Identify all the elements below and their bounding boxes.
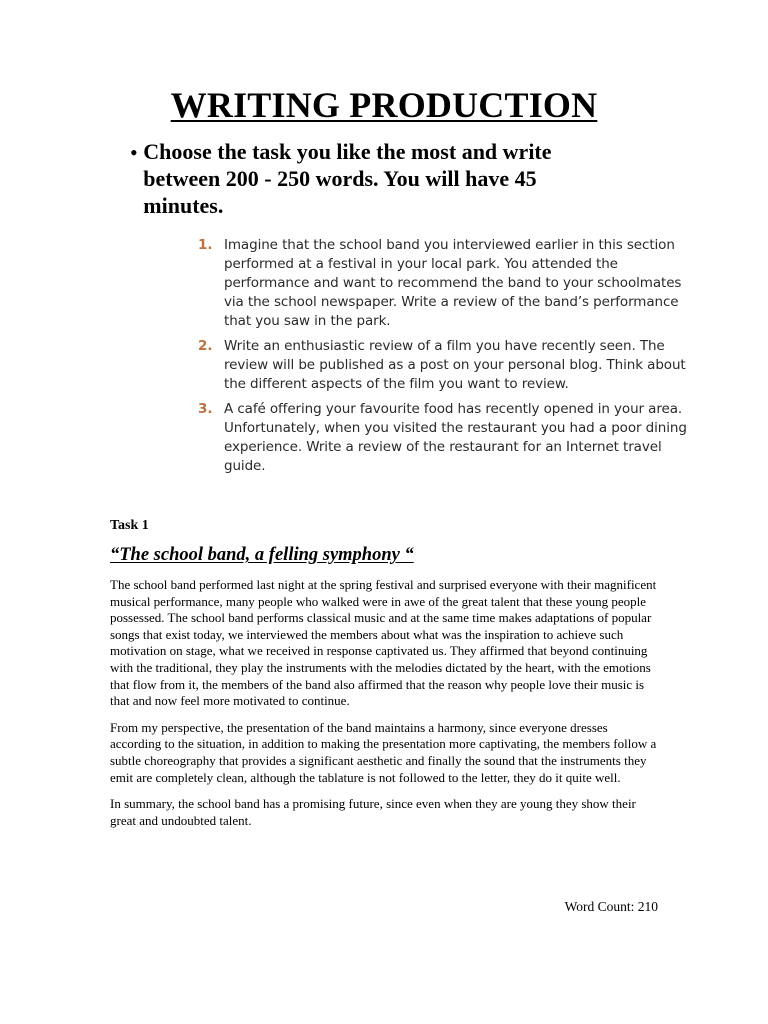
essay-paragraph: In summary, the school band has a promising future, since even when they are young they show their great and undoubted talent. [110, 796, 636, 828]
essay-paragraph: The school band performed last night at the spring festival and surprised everyone with their magnificent musical performance, many people who walked were in awe of the great talent that these young people possessed. The school band performs classical music and at the same time makes adaptations of popular songs that exist today, we interviewed the members about what was the inspiration to achieve such motivation on stage, what we received in response captivated us. They affirmed that beyond continuing with the traditional, they play the instruments with the melodies dictated by the heart, with the emotions that flow from it, the members of the band also affirmed that the reason why people love their music is that and now feel more motivated to continue. [110, 577, 657, 709]
task-list [198, 236, 688, 482]
document-title: WRITING PRODUCTION [170, 85, 598, 125]
task-text: A café offering your favourite food has recently opened in your area. Unfortunately, when you visited the restaurant you had a poor dining experience. Write a review of the restaurant for an Internet travel guide. [224, 401, 687, 474]
essay-paragraph: From my perspective, the presentation of the band maintains a harmony, since everyone dresses according to the situation, in addition to making the presentation more captivating, the members follow a subtle choreography that provides a significant aesthetic and finally the sound that the instruments they emit are completely clean, although the tablature is not followed to the letter, they do it quite well. [110, 719, 657, 785]
task-item [198, 400, 688, 476]
task-item [198, 337, 688, 394]
task-number: 2. [198, 338, 213, 354]
task-item [198, 236, 688, 331]
task-text: Imagine that the school band you interviewed earlier in this section performed at a festival in your local park. You attended the performance and want to recommend the band to your schoolmates via the school newspaper. Write a review of the band’s performance that you saw in the park. [224, 237, 682, 329]
instruction-text: Choose the task you like the most and write between 200 - 250 words. You will have 45 minutes. [143, 139, 552, 218]
word-count: Word Count: 210 [564, 899, 658, 914]
task-number: 1. [198, 237, 213, 253]
task-text: Write an enthusiastic review of a film you have recently seen. The review will be published as a post on your personal blog. Think about the different aspects of the film you want to review. [224, 338, 686, 392]
task-label: Task 1 [110, 518, 149, 533]
essay-body [110, 577, 662, 839]
essay-title: “The school band, a felling symphony “ [110, 545, 414, 565]
bullet-icon: • [130, 140, 138, 165]
task-number: 3. [198, 401, 213, 417]
instruction-block [130, 138, 600, 219]
